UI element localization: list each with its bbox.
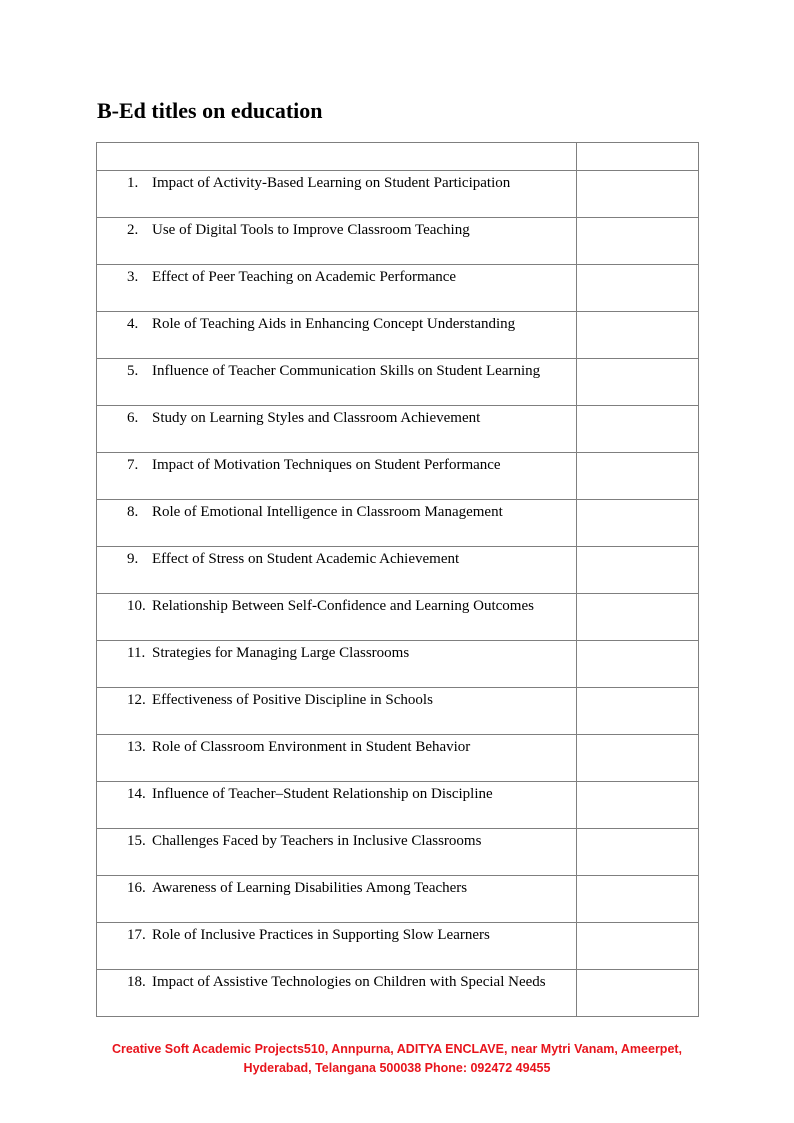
topic-title: Role of Emotional Intelligence in Classroom Management: [152, 504, 503, 520]
blank-cell: [577, 265, 699, 312]
topic-cell: [97, 876, 577, 923]
topic-cell: [97, 171, 577, 218]
topic-cell: [97, 500, 577, 547]
footer-address: [0, 1040, 794, 1078]
blank-cell: [577, 406, 699, 453]
blank-cell: [577, 923, 699, 970]
topic-number: 3.: [127, 269, 139, 285]
topic-entry: [97, 923, 576, 945]
topic-title: Influence of Teacher Communication Skills on Student Learning: [152, 363, 541, 379]
topic-number: 8.: [127, 504, 139, 520]
blank-cell: [577, 500, 699, 547]
topic-number: 1.: [127, 175, 139, 191]
topic-entry: [97, 312, 576, 334]
blank-cell: [577, 876, 699, 923]
topic-title: Study on Learning Styles and Classroom Achievement: [152, 410, 481, 426]
topic-title: Influence of Teacher–Student Relationship on Discipline: [152, 786, 493, 802]
topic-cell: [97, 359, 577, 406]
topic-number: 14.: [127, 786, 146, 802]
document-title: B-Ed titles on education: [97, 98, 323, 123]
blank-cell: [577, 688, 699, 735]
table-row: [97, 735, 699, 782]
table-row: [97, 970, 699, 1017]
table-row: [97, 500, 699, 547]
topic-title: Effect of Peer Teaching on Academic Performance: [152, 269, 457, 285]
topic-cell: [97, 970, 577, 1017]
blank-cell: [577, 735, 699, 782]
topic-number: 7.: [127, 457, 139, 473]
topic-title: Relationship Between Self-Confidence and Learning Outcomes: [152, 598, 534, 614]
topic-title: Impact of Activity-Based Learning on Student Participation: [152, 175, 511, 191]
blank-cell: [577, 970, 699, 1017]
topic-entry: [97, 265, 576, 287]
topic-title: Impact of Motivation Techniques on Student Performance: [152, 457, 501, 473]
topic-cell: [97, 829, 577, 876]
table-row: [97, 829, 699, 876]
topic-entry: [97, 876, 576, 898]
blank-cell: [577, 312, 699, 359]
topic-entry: [97, 547, 576, 569]
topic-entry: [97, 594, 576, 616]
blank-cell: [577, 359, 699, 406]
table-row: [97, 312, 699, 359]
topic-title: Role of Classroom Environment in Student Behavior: [152, 739, 471, 755]
topic-number: 16.: [127, 880, 146, 896]
topic-number: 6.: [127, 410, 139, 426]
table-row: [97, 171, 699, 218]
table-row: [97, 876, 699, 923]
table-row: [97, 218, 699, 265]
topic-cell: [97, 312, 577, 359]
topic-number: 2.: [127, 222, 139, 238]
footer-line-1: Creative Soft Academic Projects510, Annpurna, ADITYA ENCLAVE, near Mytri Vanam, Ameerpet,: [111, 1042, 683, 1056]
topic-entry: [97, 829, 576, 851]
topic-entry: [97, 406, 576, 428]
topic-number: 13.: [127, 739, 146, 755]
table-header-row: [97, 143, 699, 171]
topics-table: [96, 142, 699, 1017]
table-row: [97, 406, 699, 453]
topic-cell: [97, 923, 577, 970]
topic-entry: [97, 735, 576, 757]
table-row: [97, 359, 699, 406]
topic-cell: [97, 453, 577, 500]
table-row: [97, 688, 699, 735]
footer-line-2: Hyderabad, Telangana 500038 Phone: 092472 49455: [243, 1061, 551, 1075]
topic-number: 15.: [127, 833, 146, 849]
topic-title: Impact of Assistive Technologies on Children with Special Needs: [152, 974, 546, 990]
blank-cell: [577, 829, 699, 876]
header-cell-blank: [577, 143, 699, 171]
blank-cell: [577, 171, 699, 218]
topic-cell: [97, 782, 577, 829]
topic-number: 17.: [127, 927, 146, 943]
topic-entry: [97, 359, 576, 381]
topic-title: Role of Inclusive Practices in Supporting Slow Learners: [152, 927, 490, 943]
topic-entry: [97, 453, 576, 475]
topic-entry: [97, 218, 576, 240]
table-row: [97, 923, 699, 970]
topic-title: Challenges Faced by Teachers in Inclusive Classrooms: [152, 833, 482, 849]
topic-number: 9.: [127, 551, 139, 567]
topic-entry: [97, 970, 576, 992]
topic-cell: [97, 735, 577, 782]
topic-number: 10.: [127, 598, 146, 614]
topic-title: Awareness of Learning Disabilities Among Teachers: [152, 880, 468, 896]
table-row: [97, 782, 699, 829]
topic-entry: [97, 641, 576, 663]
topic-entry: [97, 688, 576, 710]
topic-title: Effect of Stress on Student Academic Achievement: [152, 551, 460, 567]
topic-cell: [97, 218, 577, 265]
topic-title: Role of Teaching Aids in Enhancing Concept Understanding: [152, 316, 516, 332]
topic-cell: [97, 641, 577, 688]
topic-cell: [97, 265, 577, 312]
topic-cell: [97, 406, 577, 453]
table-row: [97, 594, 699, 641]
topic-cell: [97, 688, 577, 735]
topic-title: Use of Digital Tools to Improve Classroom Teaching: [152, 222, 470, 238]
topic-cell: [97, 594, 577, 641]
topic-number: 5.: [127, 363, 139, 379]
topic-title: Effectiveness of Positive Discipline in Schools: [152, 692, 433, 708]
header-cell-topic: [97, 143, 577, 171]
blank-cell: [577, 594, 699, 641]
topic-title: Strategies for Managing Large Classrooms: [152, 645, 410, 661]
topic-cell: [97, 547, 577, 594]
blank-cell: [577, 547, 699, 594]
topic-entry: [97, 171, 576, 193]
topic-number: 11.: [127, 645, 146, 661]
table-row: [97, 265, 699, 312]
topic-number: 18.: [127, 974, 146, 990]
topic-number: 4.: [127, 316, 139, 332]
blank-cell: [577, 641, 699, 688]
topic-entry: [97, 782, 576, 804]
table-row: [97, 453, 699, 500]
topic-entry: [97, 500, 576, 522]
topic-number: 12.: [127, 692, 146, 708]
table-row: [97, 641, 699, 688]
blank-cell: [577, 218, 699, 265]
blank-cell: [577, 453, 699, 500]
table-row: [97, 547, 699, 594]
blank-cell: [577, 782, 699, 829]
